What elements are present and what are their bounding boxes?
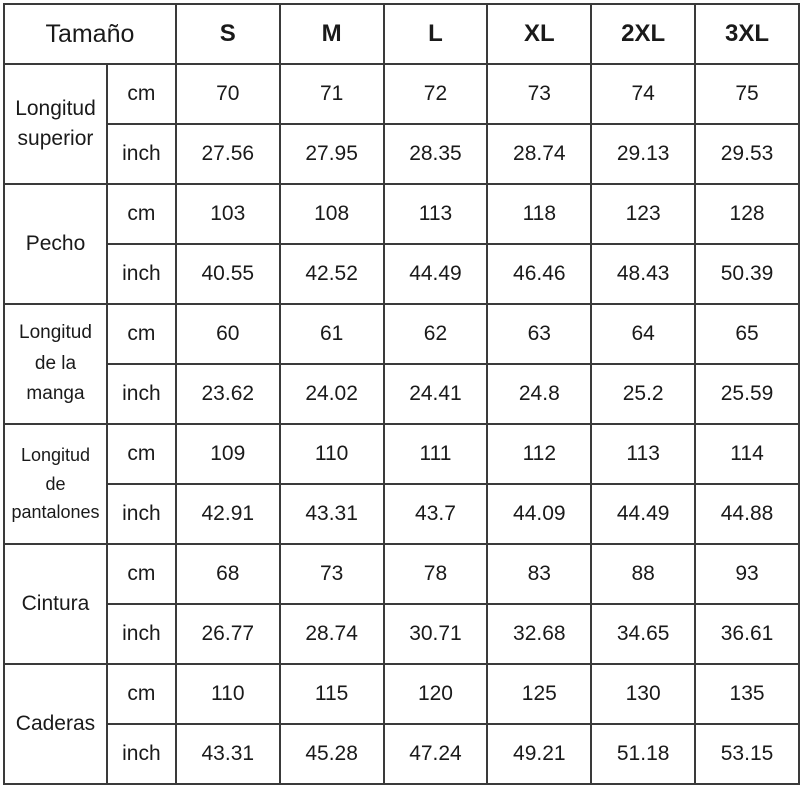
value-cell: 75 xyxy=(695,64,799,124)
value-cell: 47.24 xyxy=(384,724,488,784)
value-cell: 44.49 xyxy=(591,484,695,544)
value-cell: 28.35 xyxy=(384,124,488,184)
unit-label: cm xyxy=(107,664,176,724)
measurement-row-inch xyxy=(4,364,799,424)
value-cell: 23.62 xyxy=(176,364,280,424)
value-cell: 112 xyxy=(487,424,591,484)
header-row xyxy=(4,4,799,64)
value-cell: 123 xyxy=(591,184,695,244)
measurement-row-cm xyxy=(4,424,799,484)
value-cell: 53.15 xyxy=(695,724,799,784)
unit-label: inch xyxy=(107,604,176,664)
value-cell: 68 xyxy=(176,544,280,604)
value-cell: 27.95 xyxy=(280,124,384,184)
value-cell: 49.21 xyxy=(487,724,591,784)
value-cell: 42.91 xyxy=(176,484,280,544)
unit-label: cm xyxy=(107,424,176,484)
size-column-header: L xyxy=(384,4,488,64)
measurement-row-inch xyxy=(4,484,799,544)
measurement-row-cm xyxy=(4,304,799,364)
unit-label: cm xyxy=(107,64,176,124)
value-cell: 128 xyxy=(695,184,799,244)
value-cell: 42.52 xyxy=(280,244,384,304)
measurement-label xyxy=(4,184,107,304)
value-cell: 64 xyxy=(591,304,695,364)
value-cell: 36.61 xyxy=(695,604,799,664)
value-cell: 32.68 xyxy=(487,604,591,664)
value-cell: 30.71 xyxy=(384,604,488,664)
unit-label: inch xyxy=(107,244,176,304)
value-cell: 28.74 xyxy=(280,604,384,664)
value-cell: 71 xyxy=(280,64,384,124)
value-cell: 73 xyxy=(487,64,591,124)
measurement-row-inch xyxy=(4,124,799,184)
value-cell: 72 xyxy=(384,64,488,124)
value-cell: 118 xyxy=(487,184,591,244)
value-cell: 51.18 xyxy=(591,724,695,784)
value-cell: 111 xyxy=(384,424,488,484)
value-cell: 65 xyxy=(695,304,799,364)
size-chart-body xyxy=(4,4,799,784)
measurement-label xyxy=(4,544,107,664)
measurement-row-cm xyxy=(4,64,799,124)
measurement-label-line: superior xyxy=(17,127,94,150)
value-cell: 63 xyxy=(487,304,591,364)
value-cell: 120 xyxy=(384,664,488,724)
measurement-label xyxy=(4,424,107,544)
measurement-label-line: pantalones xyxy=(11,502,100,523)
value-cell: 88 xyxy=(591,544,695,604)
size-header-title: Tamaño xyxy=(4,4,176,64)
value-cell: 34.65 xyxy=(591,604,695,664)
value-cell: 28.74 xyxy=(487,124,591,184)
value-cell: 83 xyxy=(487,544,591,604)
value-cell: 27.56 xyxy=(176,124,280,184)
value-cell: 115 xyxy=(280,664,384,724)
value-cell: 110 xyxy=(176,664,280,724)
size-column-header: 2XL xyxy=(591,4,695,64)
measurement-row-inch xyxy=(4,724,799,784)
value-cell: 93 xyxy=(695,544,799,604)
measurement-label-line: Caderas xyxy=(15,711,96,735)
unit-label: inch xyxy=(107,724,176,784)
value-cell: 44.88 xyxy=(695,484,799,544)
measurement-row-cm xyxy=(4,544,799,604)
value-cell: 43.31 xyxy=(176,724,280,784)
value-cell: 130 xyxy=(591,664,695,724)
measurement-row-inch xyxy=(4,244,799,304)
value-cell: 110 xyxy=(280,424,384,484)
size-column-header: M xyxy=(280,4,384,64)
value-cell: 70 xyxy=(176,64,280,124)
value-cell: 26.77 xyxy=(176,604,280,664)
value-cell: 25.2 xyxy=(591,364,695,424)
measurement-label-line: Longitud xyxy=(20,444,91,465)
value-cell: 103 xyxy=(176,184,280,244)
value-cell: 61 xyxy=(280,304,384,364)
value-cell: 73 xyxy=(280,544,384,604)
value-cell: 114 xyxy=(695,424,799,484)
value-cell: 25.59 xyxy=(695,364,799,424)
measurement-row-cm xyxy=(4,664,799,724)
value-cell: 74 xyxy=(591,64,695,124)
value-cell: 60 xyxy=(176,304,280,364)
value-cell: 29.53 xyxy=(695,124,799,184)
value-cell: 113 xyxy=(591,424,695,484)
measurement-row-inch xyxy=(4,604,799,664)
value-cell: 44.49 xyxy=(384,244,488,304)
value-cell: 44.09 xyxy=(487,484,591,544)
unit-label: cm xyxy=(107,544,176,604)
value-cell: 45.28 xyxy=(280,724,384,784)
value-cell: 78 xyxy=(384,544,488,604)
measurement-label xyxy=(4,64,107,184)
measurement-label-line: de la xyxy=(34,352,77,374)
value-cell: 62 xyxy=(384,304,488,364)
size-column-header: S xyxy=(176,4,280,64)
value-cell: 24.02 xyxy=(280,364,384,424)
unit-label: cm xyxy=(107,184,176,244)
measurement-label-line: manga xyxy=(26,383,85,405)
value-cell: 43.7 xyxy=(384,484,488,544)
measurement-label-line: Pecho xyxy=(25,231,86,255)
value-cell: 50.39 xyxy=(695,244,799,304)
unit-label: cm xyxy=(107,304,176,364)
measurement-row-cm xyxy=(4,184,799,244)
value-cell: 109 xyxy=(176,424,280,484)
unit-label: inch xyxy=(107,484,176,544)
value-cell: 48.43 xyxy=(591,244,695,304)
measurement-label-line: Longitud xyxy=(15,96,96,120)
value-cell: 113 xyxy=(384,184,488,244)
size-chart-table xyxy=(3,3,800,785)
measurement-label-line: Cintura xyxy=(21,591,90,615)
size-column-header: XL xyxy=(487,4,591,64)
value-cell: 40.55 xyxy=(176,244,280,304)
value-cell: 135 xyxy=(695,664,799,724)
measurement-label xyxy=(4,664,107,784)
unit-label: inch xyxy=(107,364,176,424)
value-cell: 24.8 xyxy=(487,364,591,424)
value-cell: 125 xyxy=(487,664,591,724)
size-column-header: 3XL xyxy=(695,4,799,64)
value-cell: 108 xyxy=(280,184,384,244)
value-cell: 29.13 xyxy=(591,124,695,184)
measurement-label-line: Longitud xyxy=(19,322,92,344)
measurement-label-line: de xyxy=(45,473,66,494)
value-cell: 24.41 xyxy=(384,364,488,424)
value-cell: 43.31 xyxy=(280,484,384,544)
value-cell: 46.46 xyxy=(487,244,591,304)
unit-label: inch xyxy=(107,124,176,184)
measurement-label xyxy=(4,304,107,424)
